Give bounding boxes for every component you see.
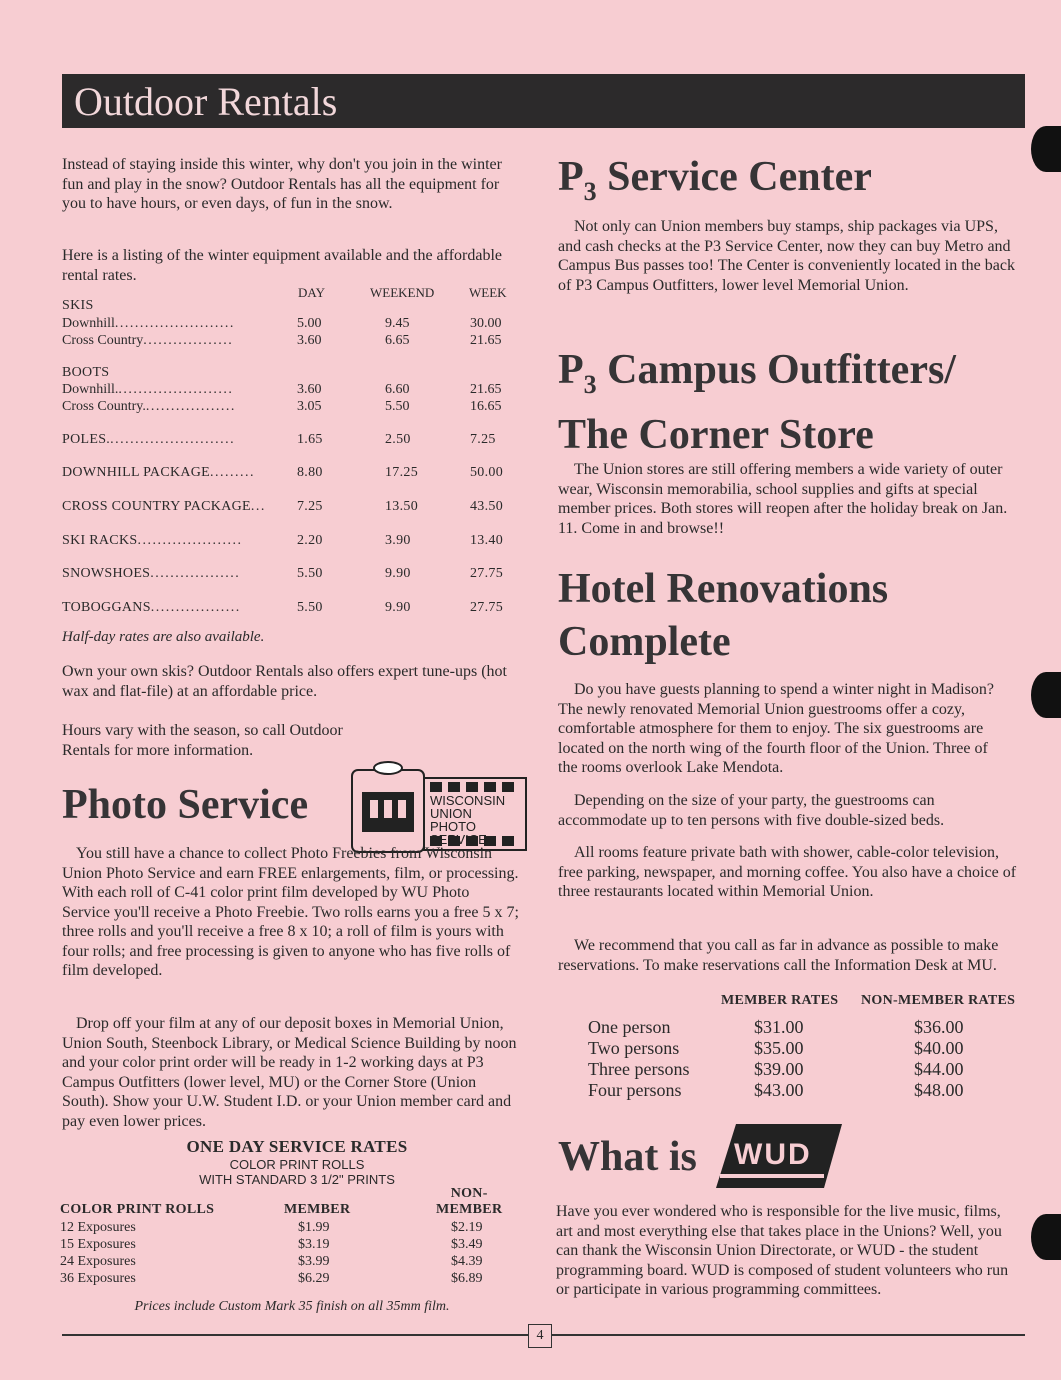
photo-service-logo (348, 760, 530, 856)
page-number: 4 (528, 1324, 552, 1348)
outdoor-listing: Here is a listing of the winter equipment available and the affordable rental rates. (62, 247, 502, 284)
table-row: One person $31.00 $36.00 (588, 1017, 964, 1037)
hotel-col-member: MEMBER RATES (721, 993, 839, 1008)
photo-title: Photo Service (62, 782, 309, 828)
halfday-note: Half-day rates are also available. (62, 629, 265, 645)
banner-title: Outdoor Rentals (74, 79, 338, 124)
rental-row: Downhill........................ 3.60 6.60 21.65 (62, 382, 502, 397)
rental-row: CROSS COUNTRY PACKAGE... 7.25 13.50 43.50 (62, 499, 503, 514)
hotel-paragraph-2: Depending on the size of your party, the guestrooms can accommodate up to ten persons with five double-sized beds. (558, 792, 945, 829)
table-row: Two persons $35.00 $40.00 (588, 1038, 964, 1058)
rental-row: TOBOGGANS.................. 5.50 9.90 27.75 (62, 600, 503, 615)
p3-service-title: $P_3$ Service Center (558, 154, 872, 206)
photo-col-member: MEMBER (284, 1202, 351, 1217)
hotel-col-nonmember: NON-MEMBER RATES (861, 993, 1016, 1008)
photo-col-nonmember: NON- MEMBER (436, 1186, 503, 1217)
wud-logo-text: WUD (734, 1138, 812, 1171)
rental-row: Cross Country................... 3.05 5.50 16.65 (62, 399, 502, 414)
wud-body: Have you ever wondered who is responsible for the live music, films, art and most everything else that takes place in the Unions? Well, you can thank the Wisconsin Union Directorate, or WUD - the student programming board. WUD is composed of student volunteers who run or participate in various programming committees. (556, 1203, 1009, 1298)
rental-row: SKI RACKS..................... 2.20 3.90 13.40 (62, 533, 503, 548)
tuneups-text: Own your own skis? Outdoor Rentals also offers expert tune-ups (hot wax and flat-file) at an affordable price. (62, 663, 507, 700)
hotel-rates-table (588, 1017, 988, 1101)
table-row: Three persons $39.00 $44.00 (588, 1059, 964, 1079)
section-banner (62, 74, 1025, 128)
table-row: 36 Exposures $6.29 $6.89 (60, 1271, 483, 1286)
hours-text: Hours vary with the season, so call Outdoor Rentals for more information. (62, 722, 343, 759)
hotel-paragraph-4: We recommend that you call as far in advance as possible to make reservations. To make reservations call the Information Desk at MU. (558, 937, 999, 974)
binder-hole-mark (1031, 126, 1061, 172)
table-row: 15 Exposures $3.19 $3.49 (60, 1237, 483, 1252)
rental-row: Cross Country.................. 3.60 6.65 21.65 (62, 333, 502, 348)
boots-label: BOOTS (62, 365, 110, 380)
photo-rates-table (60, 1219, 500, 1287)
p3-service-body: Not only can Union members buy stamps, ship packages via UPS, and cash checks at the P3 Service Center, now they can buy Metro and Campus Bus passes too! The Center is conveniently located in the back of P3 Campus Outfitters, lower level Memorial Union. (558, 218, 1015, 294)
col-week: WEEK (469, 285, 507, 300)
photo-col-rolls: COLOR PRINT ROLLS (60, 1202, 215, 1217)
col-weekend: WEEKEND (370, 285, 435, 300)
binder-hole-mark (1031, 1214, 1061, 1260)
p3-outfitters-title: $P_3$ Campus Outfitters/ The Corner Store (558, 347, 956, 458)
table-row: Four persons $43.00 $48.00 (588, 1080, 964, 1100)
skis-label: SKIS (62, 298, 94, 313)
col-day: DAY (298, 285, 325, 300)
rental-row: Downhill........................ 5.00 9.45 30.00 (62, 316, 502, 331)
hotel-title: Hotel Renovations Complete (558, 566, 889, 665)
wud-title: What is (558, 1134, 697, 1180)
photo-paragraph-2: Drop off your film at any of our deposit boxes in Memorial Union, Union South, Steenbock Library, or Medical Science Building by noon and your color print order will be ready in 1-2 working days at P3 Campus Outfitters (lower level, MU) or the Corner Store (Union South). Show your U.W. Student I.D. or your Union member card and pay even lower prices. (62, 1015, 517, 1130)
hotel-paragraph-3: All rooms feature private bath with shower, cable-color television, free parking, newspaper, and morning coffee. You also have a choice of three restaurants located within Memorial Union. (558, 844, 1017, 900)
binder-hole-mark (1031, 672, 1061, 718)
outdoor-intro: Instead of staying inside this winter, why don't you join in the winter fun and play in the snow? Outdoor Rentals has all the equipment for you to have hours, or even days, of fun in the snow. (62, 156, 502, 212)
table-row: 12 Exposures $1.99 $2.19 (60, 1220, 483, 1235)
p3-outfitters-body: The Union stores are still offering members a wide variety of outer wear, Wisconsin memorabilia, school supplies and gifts at special member prices. Both stores will reopen after the holiday break on Jan. 11. Come in and browse!! (558, 461, 1008, 537)
rental-row: SNOWSHOES.................. 5.50 9.90 27.75 (62, 566, 503, 581)
photo-paragraph-1: You still have a chance to collect Photo Freebies from Wisconsin Union Photo Service and earn FREE enlargements, film, or processing. With each roll of C-41 color print film developed by WU Photo Service you'll receive a Photo Freebie. Two rolls earns you a free 5 x 7; three rolls and you'll receive a free 8 x 10; a roll of film is yours with four rolls; and free processing is given to anyone who has five rolls of film developed. (62, 845, 519, 979)
rental-row: POLES.......................... 1.65 2.50 7.25 (62, 432, 496, 447)
hotel-paragraph-1: Do you have guests planning to spend a winter night in Madison? The newly renovated Memorial Union guestrooms offer a cozy, comfortable atmosphere for them to enjoy. The six guestrooms are located on the north wing of the fourth floor of the Union. Three of the rooms overlook Lake Mendota. (558, 681, 994, 776)
rental-row: DOWNHILL PACKAGE......... 8.80 17.25 50.00 (62, 465, 503, 480)
photo-note: Prices include Custom Mark 35 finish on all 35mm film. (134, 1299, 450, 1314)
photo-logo-text: WISCONSIN UNION PHOTO SERVICE (430, 793, 506, 847)
photo-rates-heading: ONE DAY SERVICE RATES COLOR PRINT ROLLS WITH STANDARD 3 1/2" PRINTS (186, 1137, 408, 1187)
wud-logo (716, 1124, 842, 1188)
table-row: 24 Exposures $3.99 $4.39 (60, 1254, 483, 1269)
